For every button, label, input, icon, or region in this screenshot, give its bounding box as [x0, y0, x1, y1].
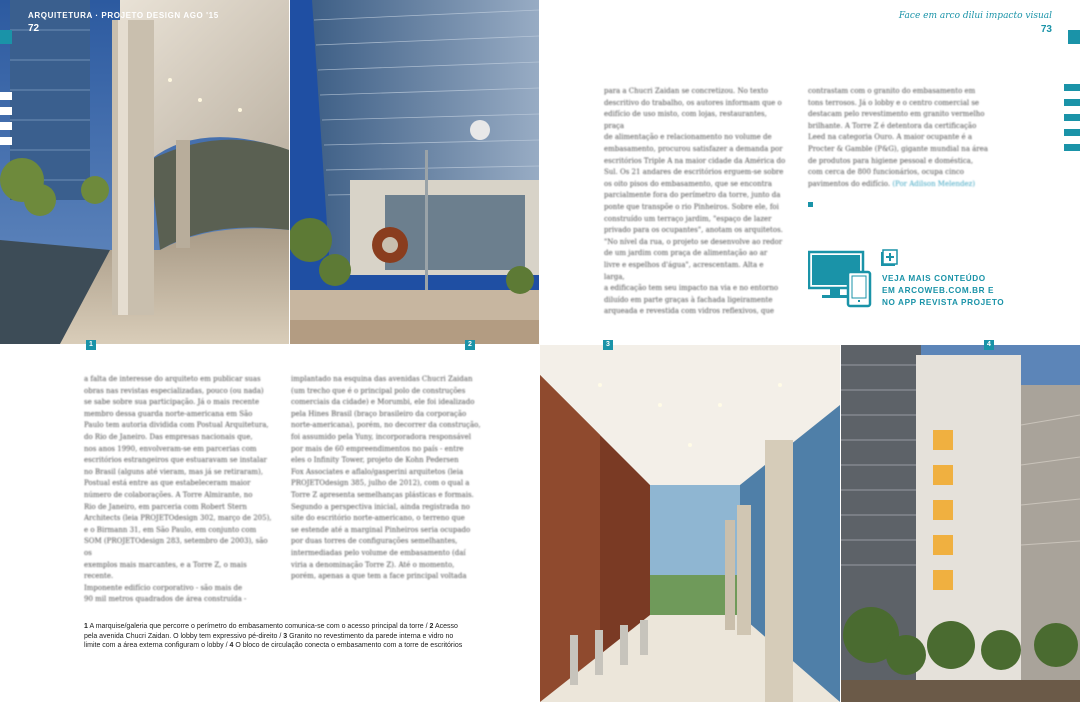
plus-icon: [880, 249, 898, 267]
body-line: Sul. Os 21 andares de escritórios erguem-se sobre: [604, 168, 784, 177]
body-line: e o Birmann 31, em São Paulo, em conjunto com: [84, 525, 257, 534]
body-line-end: pavimentos do edifício.: [808, 179, 891, 188]
cta-line-3: NO APP REVISTA PROJETO: [882, 298, 1005, 307]
body-column-top-left: [604, 86, 786, 318]
body-column-top-right: [808, 86, 990, 190]
body-line: nos anos 1990, envolveram-se em parcerias com: [84, 444, 257, 453]
caption-num: 2: [429, 623, 434, 630]
body-line: Segundo a perspectiva inicial, ainda registrada no: [291, 502, 470, 511]
author-credit: (Por Adilson Melendez): [892, 179, 976, 188]
body-line: com cerca de 800 funcionários, ocupa cinco: [808, 168, 964, 177]
body-line: pela Hines Brasil (braço brasileiro da corporação: [291, 409, 467, 418]
body-line: exemplos mais marcantes, e a Torre Z, o mais recente.: [84, 560, 247, 581]
body-line: descritivo do trabalho, os autores informam que o: [604, 98, 782, 107]
body-line: contrastam com o granito do embasamento em: [808, 87, 976, 95]
body-line: arqueada e revestida com vidros reflexivos, que: [604, 307, 775, 316]
body-line: construído um terraço jardim, "espaço de lazer: [604, 214, 772, 223]
cta-line-2: EM ARCOWEB.COM.BR E: [882, 286, 995, 295]
side-tab-left-3: [0, 107, 12, 115]
caption-text: A marquise/galeria que percorre o perímetro do embasamento comunica-se com o acesso principal da torre /: [89, 623, 430, 630]
body-line: implantado na esquina das avenidas Chucri Zaidan: [291, 375, 473, 383]
body-line: Architects (leia PROJETOdesign 302, março de 205),: [84, 514, 272, 523]
body-line: Paulo tem autoria dividida com Postual Arquitetura,: [84, 421, 269, 430]
side-tab-right-3: [1064, 99, 1080, 106]
side-tab-left-4: [0, 122, 12, 130]
body-line: de alimentação e relacionamento no volume de: [604, 133, 772, 142]
photo-4-circulation-block: [841, 345, 1080, 702]
body-line: SOM (PROJETOdesign 283, setembro de 2003), são os: [84, 537, 268, 557]
section-header: ARQUITETURA · PROJETO DESIGN AGO '15: [28, 11, 219, 20]
body-line: viria a denominação Torre Z). Até o momento,: [291, 560, 455, 569]
body-line: comerciais da cidade) e Morumbi, ele foi idealizado: [291, 398, 475, 407]
body-line: embasamento, procurou satisfazer a demanda por: [604, 144, 783, 153]
body-line: (um trecho que é o principal polo de construções: [291, 386, 466, 395]
body-line: site do escritório norte-americano, o terreno que: [291, 514, 465, 523]
photo-caption: [84, 622, 469, 651]
photo-number-1: 1: [86, 340, 96, 350]
body-line: livre e espelhos d'água", acrescentam. Alta e larga,: [604, 260, 764, 281]
body-line: [808, 179, 990, 191]
body-line: Leed na categoria Ouro. A maior ocupante é a: [808, 133, 973, 142]
photo-2-facade: [290, 0, 539, 344]
cta-text[interactable]: [882, 273, 1004, 309]
caption-num: 3: [283, 632, 288, 640]
body-line: do Rio de Janeiro. Das empresas nacionais que,: [84, 432, 253, 441]
body-line: Procter & Gamble (P&G), gigante mundial na área: [808, 144, 988, 153]
body-line: intermediadas pelo volume de embasamento (daí: [291, 548, 466, 557]
photo-3-lobby: [540, 345, 840, 702]
article-title: Face em arco dilui impacto visual: [898, 11, 1052, 21]
body-line: privado para os ocupantes", anotam os arquitetos.: [604, 226, 783, 235]
side-tab-right-4: [1064, 114, 1080, 121]
body-line: 90 mil metros quadrados de área construída -: [84, 595, 247, 604]
body-line: porém, apenas a que tem a face principal voltada: [291, 572, 467, 581]
caption-num: 1: [84, 623, 88, 630]
side-tab-right-2: [1064, 84, 1080, 91]
caption-text: Acesso pela avenida Chucri Zaidan. O lobby tem expressivo pé-direito /: [84, 623, 458, 640]
body-line: número de colaborações. A Torre Almirante, no: [84, 490, 253, 499]
body-line: por mais de 60 empreendimentos no país - entre: [291, 444, 464, 453]
body-line: destacam pelo revestimento em granito vermelho: [808, 110, 985, 119]
photo-1-gallery: [0, 0, 289, 344]
body-line: Imponente edifício corporativo - são mais de: [84, 583, 243, 592]
side-tab-right-6: [1064, 144, 1080, 151]
body-line: edifício de uso misto, com lojas, restaurantes, praça: [604, 110, 767, 130]
side-tab-left-1: [0, 30, 12, 44]
end-mark: [808, 202, 813, 207]
body-line: Postual está entre as que estabeleceram maior: [84, 479, 251, 488]
body-line: eles o Infinity Tower, projeto de Kohn Pedersen: [291, 456, 459, 465]
photo-number-2: 2: [465, 340, 475, 350]
body-line: tons terrosos. Já o lobby e o centro comercial se: [808, 98, 980, 107]
photo-number-4: 4: [984, 340, 994, 350]
body-line: os oito pisos do embasamento, que se encontra: [604, 179, 772, 188]
page-number-left: 72: [28, 23, 40, 34]
body-line: por duas torres de configurações semelhantes,: [291, 537, 458, 546]
body-line: de um jardim com praça de alimentação ao ar: [604, 249, 768, 258]
body-line: a falta de interesse do arquiteto em publicar suas: [84, 375, 261, 383]
devices-plus-icon[interactable]: [808, 248, 878, 310]
body-line: norte-americana), porém, no decorrer da construção,: [291, 421, 481, 430]
caption-text: O bloco de circulação conecta o embasamento com a torre de escritórios: [235, 642, 463, 650]
body-line: brilhante. A Torre Z é detentora da certificação: [808, 121, 977, 130]
body-line: se estende até a marginal Pinheiros seria ocupado: [291, 525, 471, 534]
body-line: ponte que transpõe o rio Pinheiros. Sobre ele, foi: [604, 202, 779, 211]
caption-num: 4: [229, 642, 234, 650]
body-line: a edificação tem seu impacto na via e no entorno: [604, 284, 779, 293]
body-column-bottom-right: [291, 374, 481, 583]
body-line: PROJETOdesign 385, julho de 2012), com o qual a: [291, 479, 470, 488]
caption-text: Granito no revestimento da parede interna e vidro no limite com a área externa configuram o lobby /: [84, 632, 454, 650]
page-number-right: 73: [1040, 24, 1052, 35]
side-tab-left-2: [0, 92, 12, 100]
side-tab-right-5: [1064, 129, 1080, 136]
body-line: de produtos para higiene pessoal e doméstica,: [808, 156, 974, 165]
body-line: escritórios Triple A na maior cidade da América do: [604, 156, 786, 165]
body-line: Fox Associates e aflalo/gasperini arquitetos (leia: [291, 467, 464, 476]
body-line: "No nível da rua, o projeto se desenvolve ao redor: [604, 237, 783, 246]
body-line: obras nas revistas especializadas, pouco (ou nada): [84, 386, 264, 395]
body-line: membro dessa guarda norte-americana em São: [84, 409, 253, 418]
body-line: para a Chucri Zaidan se concretizou. No texto: [604, 87, 768, 95]
body-line: escritórios estrangeiros que estuaravam se instalar: [84, 456, 267, 465]
side-tab-left-5: [0, 137, 12, 145]
body-line: foi assumido pela Yuny, incorporadora responsável: [291, 432, 471, 441]
body-line: Rio de Janeiro, em parceria com Robert Stern: [84, 502, 247, 511]
body-line: Torre Z apresenta semelhanças plásticas e formais.: [291, 490, 474, 499]
side-tab-right-1: [1068, 30, 1080, 44]
body-line: se sabe sobre sua participação. Já o mais recente: [84, 398, 260, 407]
body-column-bottom-left: [84, 374, 274, 606]
photo-number-3: 3: [603, 340, 613, 350]
body-line: no Brasil (alguns até vieram, mas já se retiraram),: [84, 467, 263, 476]
body-line: diluído em parte graças à fachada ligeiramente: [604, 295, 773, 304]
body-line: parcialmente fora do perímetro da torre, junto da: [604, 191, 781, 200]
cta-line-1: VEJA MAIS CONTEÚDO: [882, 274, 986, 283]
